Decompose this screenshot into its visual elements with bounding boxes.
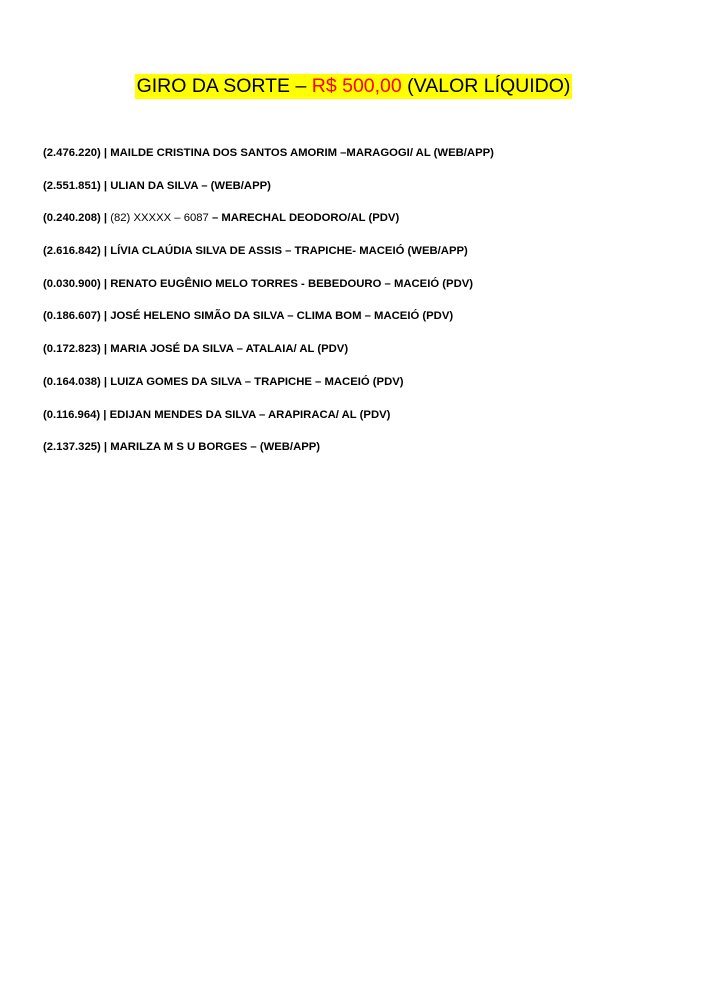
separator: | — [100, 212, 111, 225]
title-prefix: GIRO DA SORTE – — [136, 75, 312, 97]
list-item — [43, 276, 683, 309]
separator: | — [100, 408, 110, 421]
winner-details: LUIZA GOMES DA SILVA – TRAPICHE – MACEIÓ (PDV) — [110, 375, 404, 388]
list-item — [43, 308, 683, 341]
winner-details: MAILDE CRISTINA DOS SANTOS AMORIM –MARAGOGI/ AL (WEB/APP) — [110, 147, 494, 159]
ticket-code: (0.164.038) — [43, 375, 101, 388]
title-suffix: (VALOR LÍQUIDO) — [401, 75, 571, 97]
ticket-code: (2.616.842) — [43, 245, 101, 258]
separator: | — [100, 147, 111, 159]
masked-phone: (82) XXXXX – 6087 — [110, 212, 212, 225]
ticket-code: (2.551.851) — [43, 179, 101, 192]
list-item — [43, 178, 683, 211]
winner-location: – MARECHAL DEODORO/AL (PDV) — [211, 212, 400, 225]
separator: | — [100, 375, 111, 388]
list-item — [43, 210, 683, 243]
list-item — [43, 243, 683, 276]
separator: | — [100, 343, 111, 356]
separator: | — [100, 441, 111, 454]
winner-details: RENATO EUGÊNIO MELO TORRES - BEBEDOURO – MACEIÓ (PDV) — [110, 277, 474, 290]
prize-amount: R$ 500,00 — [311, 75, 402, 97]
list-item — [43, 374, 683, 407]
list-item — [43, 407, 683, 440]
title-container — [0, 74, 707, 99]
winner-details: EDIJAN MENDES DA SILVA – ARAPIRACA/ AL (PDV) — [109, 408, 391, 421]
winners-list — [43, 145, 683, 472]
ticket-code: (0.030.900) — [43, 277, 101, 290]
winner-details — [110, 212, 399, 224]
ticket-code: (0.186.607) — [43, 310, 101, 323]
ticket-code: (2.476.220) — [43, 147, 101, 159]
list-item — [43, 145, 683, 178]
page-title — [135, 74, 573, 99]
winner-details: ULIAN DA SILVA – (WEB/APP) — [110, 179, 271, 192]
winner-details: LÍVIA CLAÚDIA SILVA DE ASSIS – TRAPICHE- MACEIÓ (WEB/APP) — [110, 245, 468, 258]
separator: | — [100, 310, 111, 323]
winner-details: JOSÉ HELENO SIMÃO DA SILVA – CLIMA BOM – MACEIÓ (PDV) — [110, 310, 454, 323]
winner-details: MARIA JOSÉ DA SILVA – ATALAIA/ AL (PDV) — [110, 343, 349, 356]
winner-details: MARILZA M S U BORGES – (WEB/APP) — [110, 441, 321, 454]
ticket-code: (0.172.823) — [43, 343, 101, 356]
ticket-code: (2.137.325) — [43, 441, 101, 454]
list-item — [43, 439, 683, 472]
ticket-code: (0.240.208) — [43, 212, 101, 225]
ticket-code: (0.116.964) — [43, 408, 101, 421]
separator: | — [100, 179, 111, 192]
separator: | — [100, 245, 111, 258]
list-item — [43, 341, 683, 374]
separator: | — [100, 277, 111, 290]
